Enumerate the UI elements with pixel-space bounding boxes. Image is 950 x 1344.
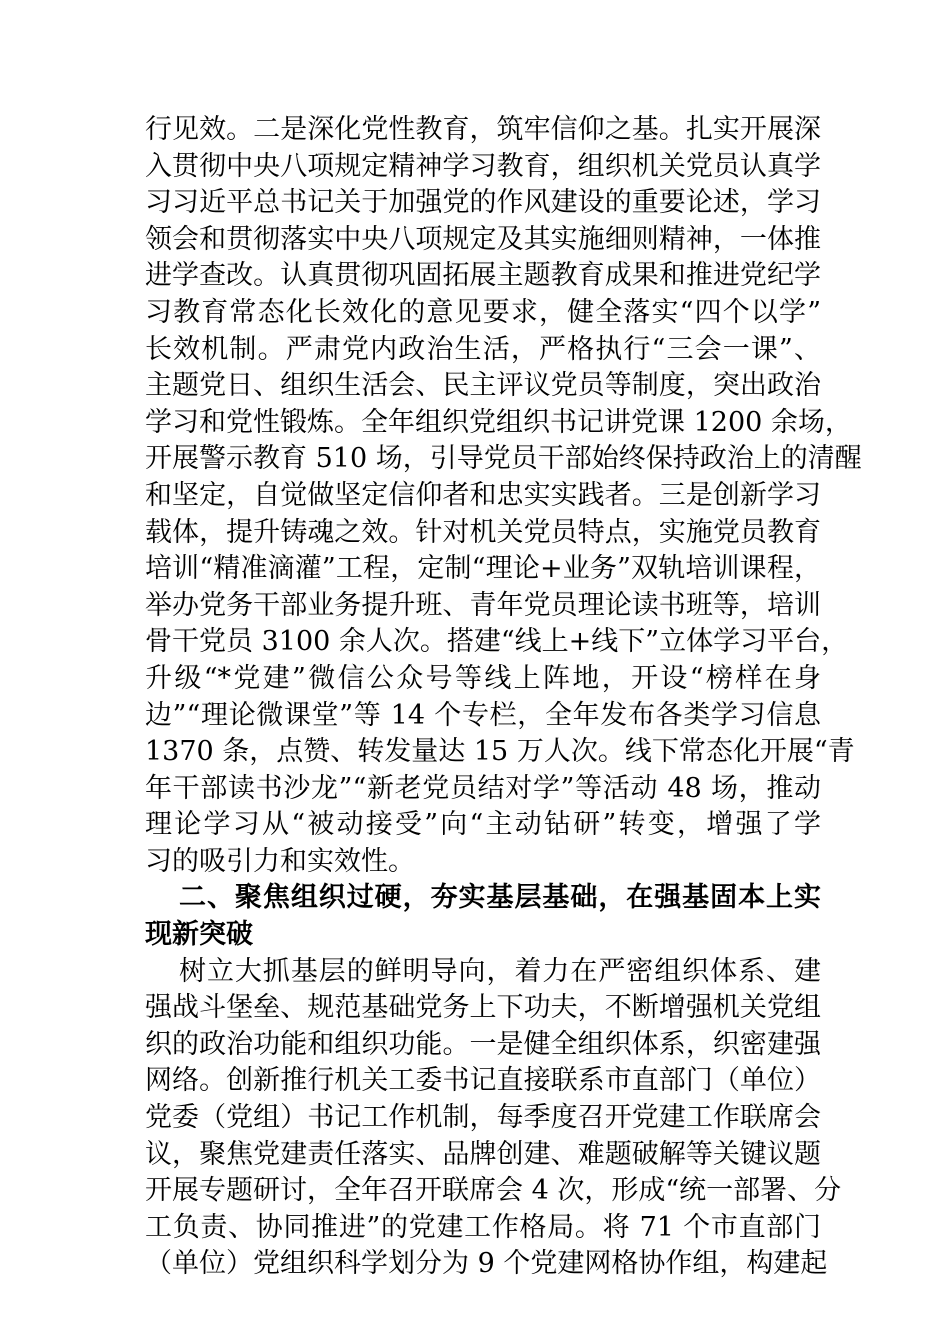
text-line: 和坚定，自觉做坚定信仰者和忠实实践者。三是创新学习	[145, 479, 821, 511]
text-line: 强战斗堡垒、规范基础党务上下功夫，不断增强机关党组	[145, 992, 821, 1024]
text-line: 举办党务干部业务提升班、青年党员理论读书班等，培训	[145, 589, 821, 621]
text-line: 现新突破	[145, 919, 253, 951]
text-line: 1370 条，点赞、转发量达 15 万人次。线下常态化开展“青	[145, 736, 855, 768]
text-line: 年干部读书沙龙”“新老党员结对学”等活动 48 场，推动	[145, 772, 821, 804]
text-line: 党委（党组）书记工作机制，每季度召开党建工作联席会	[145, 1102, 821, 1134]
body-paragraph	[145, 112, 862, 880]
document-page	[145, 112, 862, 1283]
text-line: 领会和贯彻落实中央八项规定及其实施细则精神，一体推	[145, 223, 821, 255]
text-line: 树立大抓基层的鲜明导向，着力在严密组织体系、建	[179, 955, 821, 987]
text-line: 理论学习从“被动接受”向“主动钻研”转变，增强了学	[145, 809, 821, 841]
text-line: 工负责、协同推进”的党建工作格局。将 71 个市直部门	[145, 1211, 821, 1243]
text-line: 开展专题研讨，全年召开联席会 4 次，形成“统一部署、分	[145, 1175, 842, 1207]
text-line: 习习近平总书记关于加强党的作风建设的重要论述，学习	[145, 187, 821, 219]
text-line: 培训“精准滴灌”工程，定制“理论+业务”双轨培训课程，	[145, 553, 821, 585]
text-line: 边”“理论微课堂”等 14 个专栏，全年发布各类学习信息	[145, 699, 821, 731]
text-line: 习的吸引力和实效性。	[145, 845, 415, 877]
text-line: 长效机制。严肃党内政治生活，严格执行“三会一课”、	[145, 333, 821, 365]
section-heading	[145, 880, 821, 953]
text-line: （单位）党组织科学划分为 9 个党建网格协作组，构建起	[145, 1248, 828, 1280]
text-line: 二、聚焦组织过硬，夯实基层基础，在强基固本上实	[179, 882, 821, 914]
text-line: 骨干党员 3100 余人次。搭建“线上+线下”立体学习平台，	[145, 626, 849, 658]
text-line: 主题党日、组织生活会、民主评议党员等制度，突出政治	[145, 370, 821, 402]
body-paragraph	[145, 954, 842, 1283]
text-line: 习教育常态化长效化的意见要求，健全落实“四个以学”	[145, 296, 821, 328]
text-line: 议，聚焦党建责任落实、品牌创建、难题破解等关键议题	[145, 1138, 821, 1170]
text-line: 入贯彻中央八项规定精神学习教育，组织机关党员认真学	[145, 150, 821, 182]
text-line: 升级“*党建”微信公众号等线上阵地，开设“榜样在身	[145, 662, 821, 694]
text-line: 载体，提升铸魂之效。针对机关党员特点，实施党员教育	[145, 516, 821, 548]
text-line: 进学查改。认真贯彻巩固拓展主题教育成果和推进党纪学	[145, 260, 821, 292]
text-line: 网络。创新推行机关工委书记直接联系市直部门（单位）	[145, 1065, 821, 1097]
text-line: 学习和党性锻炼。全年组织党组织书记讲党课 1200 余场，	[145, 406, 852, 438]
text-line: 行见效。二是深化党性教育，筑牢信仰之基。扎实开展深	[145, 114, 821, 145]
text-line: 开展警示教育 510 场，引导党员干部始终保持政治上的清醒	[145, 443, 862, 475]
text-line: 织的政治功能和组织功能。一是健全组织体系，织密建强	[145, 1028, 821, 1060]
